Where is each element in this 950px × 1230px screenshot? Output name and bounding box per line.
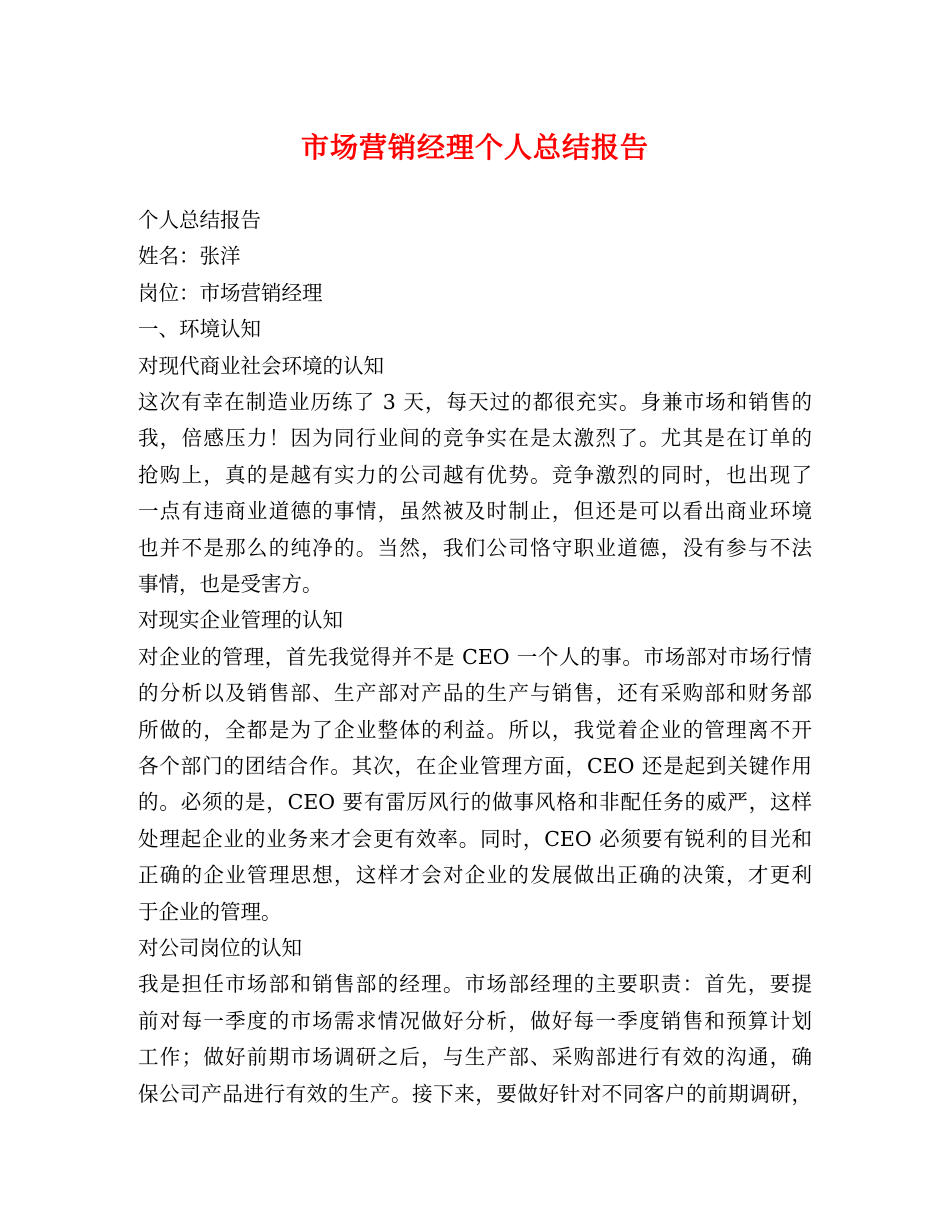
paragraph-line: 对公司岗位的认知: [138, 935, 302, 960]
paragraph-line: 事情，也是受害方。: [138, 571, 323, 596]
paragraph-line: 所做的，全都是为了企业整体的利益。所以，我觉着企业的管理离不开: [138, 717, 812, 742]
paragraph-line: 处理起企业的业务来才会更有效率。同时，CEO 必须要有锐利的目光和: [138, 826, 812, 851]
paragraph-line: 的分析以及销售部、生产部对产品的生产与销售，还有采购部和财务部: [138, 681, 812, 706]
paragraph-line: 我是担任市场部和销售部的经理。市场部经理的主要职责：首先，要提: [138, 972, 812, 997]
paragraph-line: 正确的企业管理思想，这样才会对企业的发展做出正确的决策，才更利: [138, 863, 812, 888]
paragraph-line: 于企业的管理。: [138, 899, 282, 924]
paragraph-line: 这次有幸在制造业历练了 3 天，每天过的都很充实。身兼市场和销售的: [138, 390, 812, 415]
document-body: [138, 202, 818, 1112]
paragraph-line: 个人总结报告: [138, 208, 261, 232]
paragraph-line: 工作；做好前期市场调研之后，与生产部、采购部进行有效的沟通，确: [138, 1045, 812, 1070]
paragraph-line: 保公司产品进行有效的生产。接下来，要做好针对不同客户的前期调研，: [138, 1081, 812, 1106]
paragraph-line: 对企业的管理，首先我觉得并不是 CEO 一个人的事。市场部对市场行情: [138, 644, 812, 669]
paragraph-line: 对现代商业社会环境的认知: [138, 353, 384, 378]
paragraph-line: 各个部门的团结合作。其次，在企业管理方面，CEO 还是起到关键作用: [138, 753, 812, 778]
paragraph-line: 前对每一季度的市场需求情况做好分析，做好每一季度销售和预算计划: [138, 1008, 812, 1033]
document-title: 市场营销经理个人总结报告: [300, 131, 649, 164]
paragraph-line: 一点有违商业道德的事情，虽然被及时制止，但还是可以看出商业环境: [138, 499, 812, 524]
paragraph-line: 对现实企业管理的认知: [138, 608, 343, 633]
paragraph-line: 也并不是那么的纯净的。当然，我们公司恪守职业道德，没有参与不法: [138, 535, 812, 560]
paragraph-line: 抢购上，真的是越有实力的公司越有优势。竞争激烈的同时，也出现了: [138, 462, 812, 487]
paragraph-line: 一、环境认知: [138, 317, 261, 342]
paragraph-line: 岗位：市场营销经理: [138, 280, 323, 305]
paragraph-line: 姓名：张洋: [138, 244, 241, 269]
paragraph-line: 我，倍感压力！因为同行业间的竞争实在是太激烈了。尤其是在订单的: [138, 426, 812, 451]
paragraph-line: 的。必须的是，CEO 要有雷厉风行的做事风格和非配任务的威严，这样: [138, 790, 812, 815]
